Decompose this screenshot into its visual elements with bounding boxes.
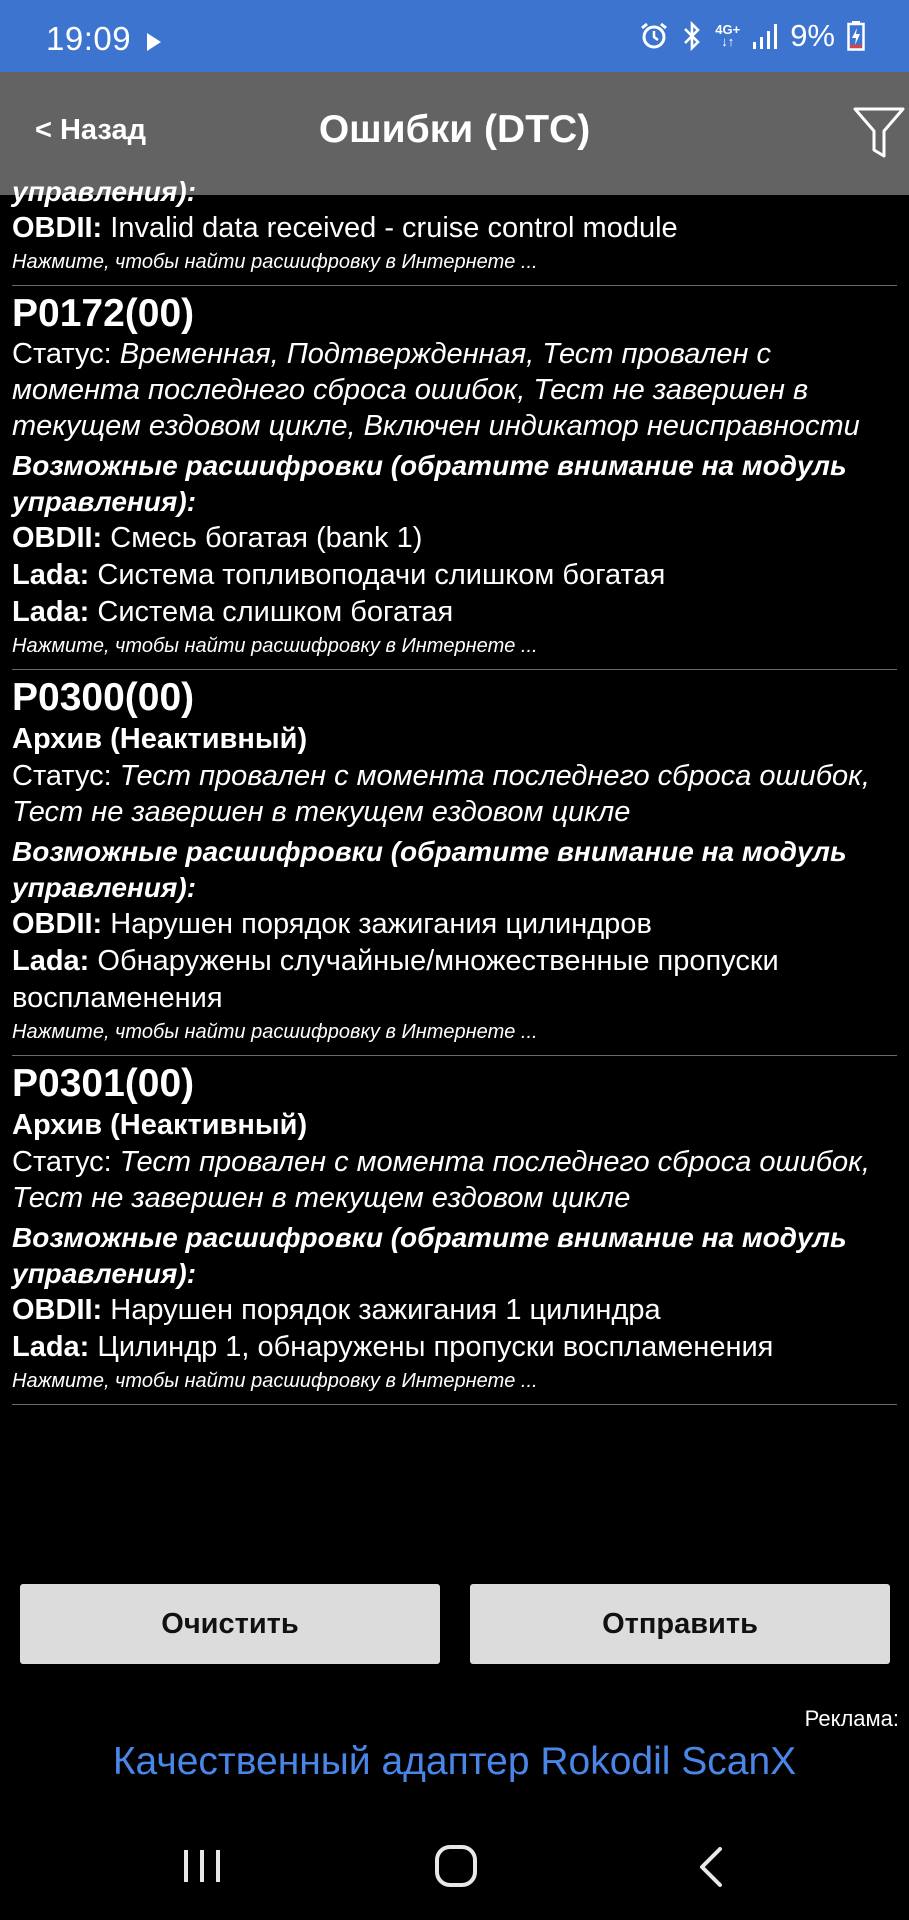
decode-line <box>12 906 897 943</box>
decode-text: Нарушен порядок зажигания 1 цилиндра <box>102 1294 661 1326</box>
filter-icon[interactable] <box>852 104 906 160</box>
back-icon[interactable] <box>696 1846 726 1888</box>
decode-source: Lada: <box>12 596 90 628</box>
clear-button[interactable]: Очистить <box>20 1584 440 1664</box>
network-4g-icon: 4G+ ↓↑ <box>715 22 741 49</box>
decode-source: OBDII: <box>12 908 103 940</box>
back-button[interactable]: < Назад <box>35 114 146 146</box>
network-type: 4G+ <box>715 22 741 37</box>
decode-source: OBDII: <box>12 212 103 244</box>
page-title: Ошибки (DTC) <box>318 108 591 151</box>
decode-text: Invalid data received - cruise control module <box>102 212 678 244</box>
decode-source: OBDII: <box>12 522 103 554</box>
decode-line <box>12 943 897 1017</box>
status-time: 19:09 <box>46 20 132 57</box>
dtc-archive-state: Архив (Неактивный) <box>12 1109 308 1141</box>
dtc-archive-state: Архив (Неактивный) <box>12 723 308 755</box>
search-online-hint[interactable]: Нажмите, чтобы найти расшифровку в Интернете ... <box>12 1370 538 1392</box>
decode-line <box>12 210 897 247</box>
signal-icon <box>752 22 778 50</box>
status-bar <box>0 0 909 72</box>
dtc-status <box>12 758 897 830</box>
decode-line <box>12 1329 897 1366</box>
alarm-icon <box>639 21 669 51</box>
status-label: Статус: <box>12 1146 120 1178</box>
decode-source: OBDII: <box>12 1294 103 1326</box>
dtc-entry[interactable] <box>0 286 909 669</box>
search-online-hint[interactable]: Нажмите, чтобы найти расшифровку в Интернете ... <box>12 251 538 273</box>
home-icon[interactable] <box>434 1844 478 1888</box>
dtc-status <box>12 336 897 444</box>
status-icons <box>639 18 865 54</box>
ad-label: Реклама: <box>804 1706 899 1731</box>
decode-line <box>12 1292 897 1329</box>
dtc-list[interactable] <box>0 176 909 1543</box>
send-button[interactable]: Отправить <box>470 1584 890 1664</box>
dtc-entry[interactable] <box>0 670 909 1055</box>
decode-source: Lada: <box>12 559 90 591</box>
decode-line <box>12 520 897 557</box>
dtc-entry-partial[interactable] <box>0 174 909 285</box>
decode-heading: Возможные расшифровки (обратите внимание на модуль управления): <box>12 836 847 903</box>
dtc-code: P0300(00) <box>12 676 195 719</box>
status-value: Временная, Подтвержденная, Тест провален с момента последнего сброса ошибок, Тест не завершен в текущем ездовом цикле, Включен индикатор неисправности <box>12 338 860 442</box>
bluetooth-icon <box>681 20 703 52</box>
decode-text: Обнаружены случайные/множественные пропуски воспламенения <box>12 945 779 1014</box>
dtc-entry[interactable] <box>0 1056 909 1404</box>
battery-charging-icon <box>847 21 865 51</box>
ad-link[interactable]: Качественный адаптер Rokodil ScanX <box>112 1740 797 1783</box>
decode-text: Цилиндр 1, обнаружены пропуски воспламенения <box>89 1331 774 1363</box>
decode-heading: управления): <box>12 176 197 207</box>
decode-source: Lada: <box>12 945 90 977</box>
decode-text: Нарушен порядок зажигания цилиндров <box>102 908 652 940</box>
dtc-status <box>12 1144 897 1216</box>
decode-heading: Возможные расшифровки (обратите внимание на модуль управления): <box>12 450 847 517</box>
status-value: Тест провален с момента последнего сброса ошибок, Тест не завершен в текущем ездовом цикле <box>12 1146 870 1214</box>
dtc-code: P0172(00) <box>12 292 195 335</box>
decode-text: Смесь богатая (bank 1) <box>102 522 423 554</box>
search-online-hint[interactable]: Нажмите, чтобы найти расшифровку в Интернете ... <box>12 635 538 657</box>
play-icon <box>147 33 161 51</box>
status-label: Статус: <box>12 338 120 370</box>
decode-source: Lada: <box>12 1331 90 1363</box>
decode-line <box>12 557 897 594</box>
search-online-hint[interactable]: Нажмите, чтобы найти расшифровку в Интернете ... <box>12 1021 538 1043</box>
decode-line <box>12 594 897 631</box>
status-label: Статус: <box>12 760 120 792</box>
recent-apps-icon[interactable] <box>182 1848 222 1884</box>
decode-text: Система слишком богатая <box>89 596 454 628</box>
divider <box>12 1404 897 1405</box>
decode-heading: Возможные расшифровки (обратите внимание на модуль управления): <box>12 1222 847 1289</box>
dtc-code: P0301(00) <box>12 1062 195 1105</box>
battery-level: 9% <box>790 18 835 53</box>
decode-text: Система топливоподачи слишком богатая <box>89 559 666 591</box>
status-value: Тест провален с момента последнего сброса ошибок, Тест не завершен в текущем ездовом цикле <box>12 760 870 828</box>
system-nav-bar <box>0 1800 909 1920</box>
